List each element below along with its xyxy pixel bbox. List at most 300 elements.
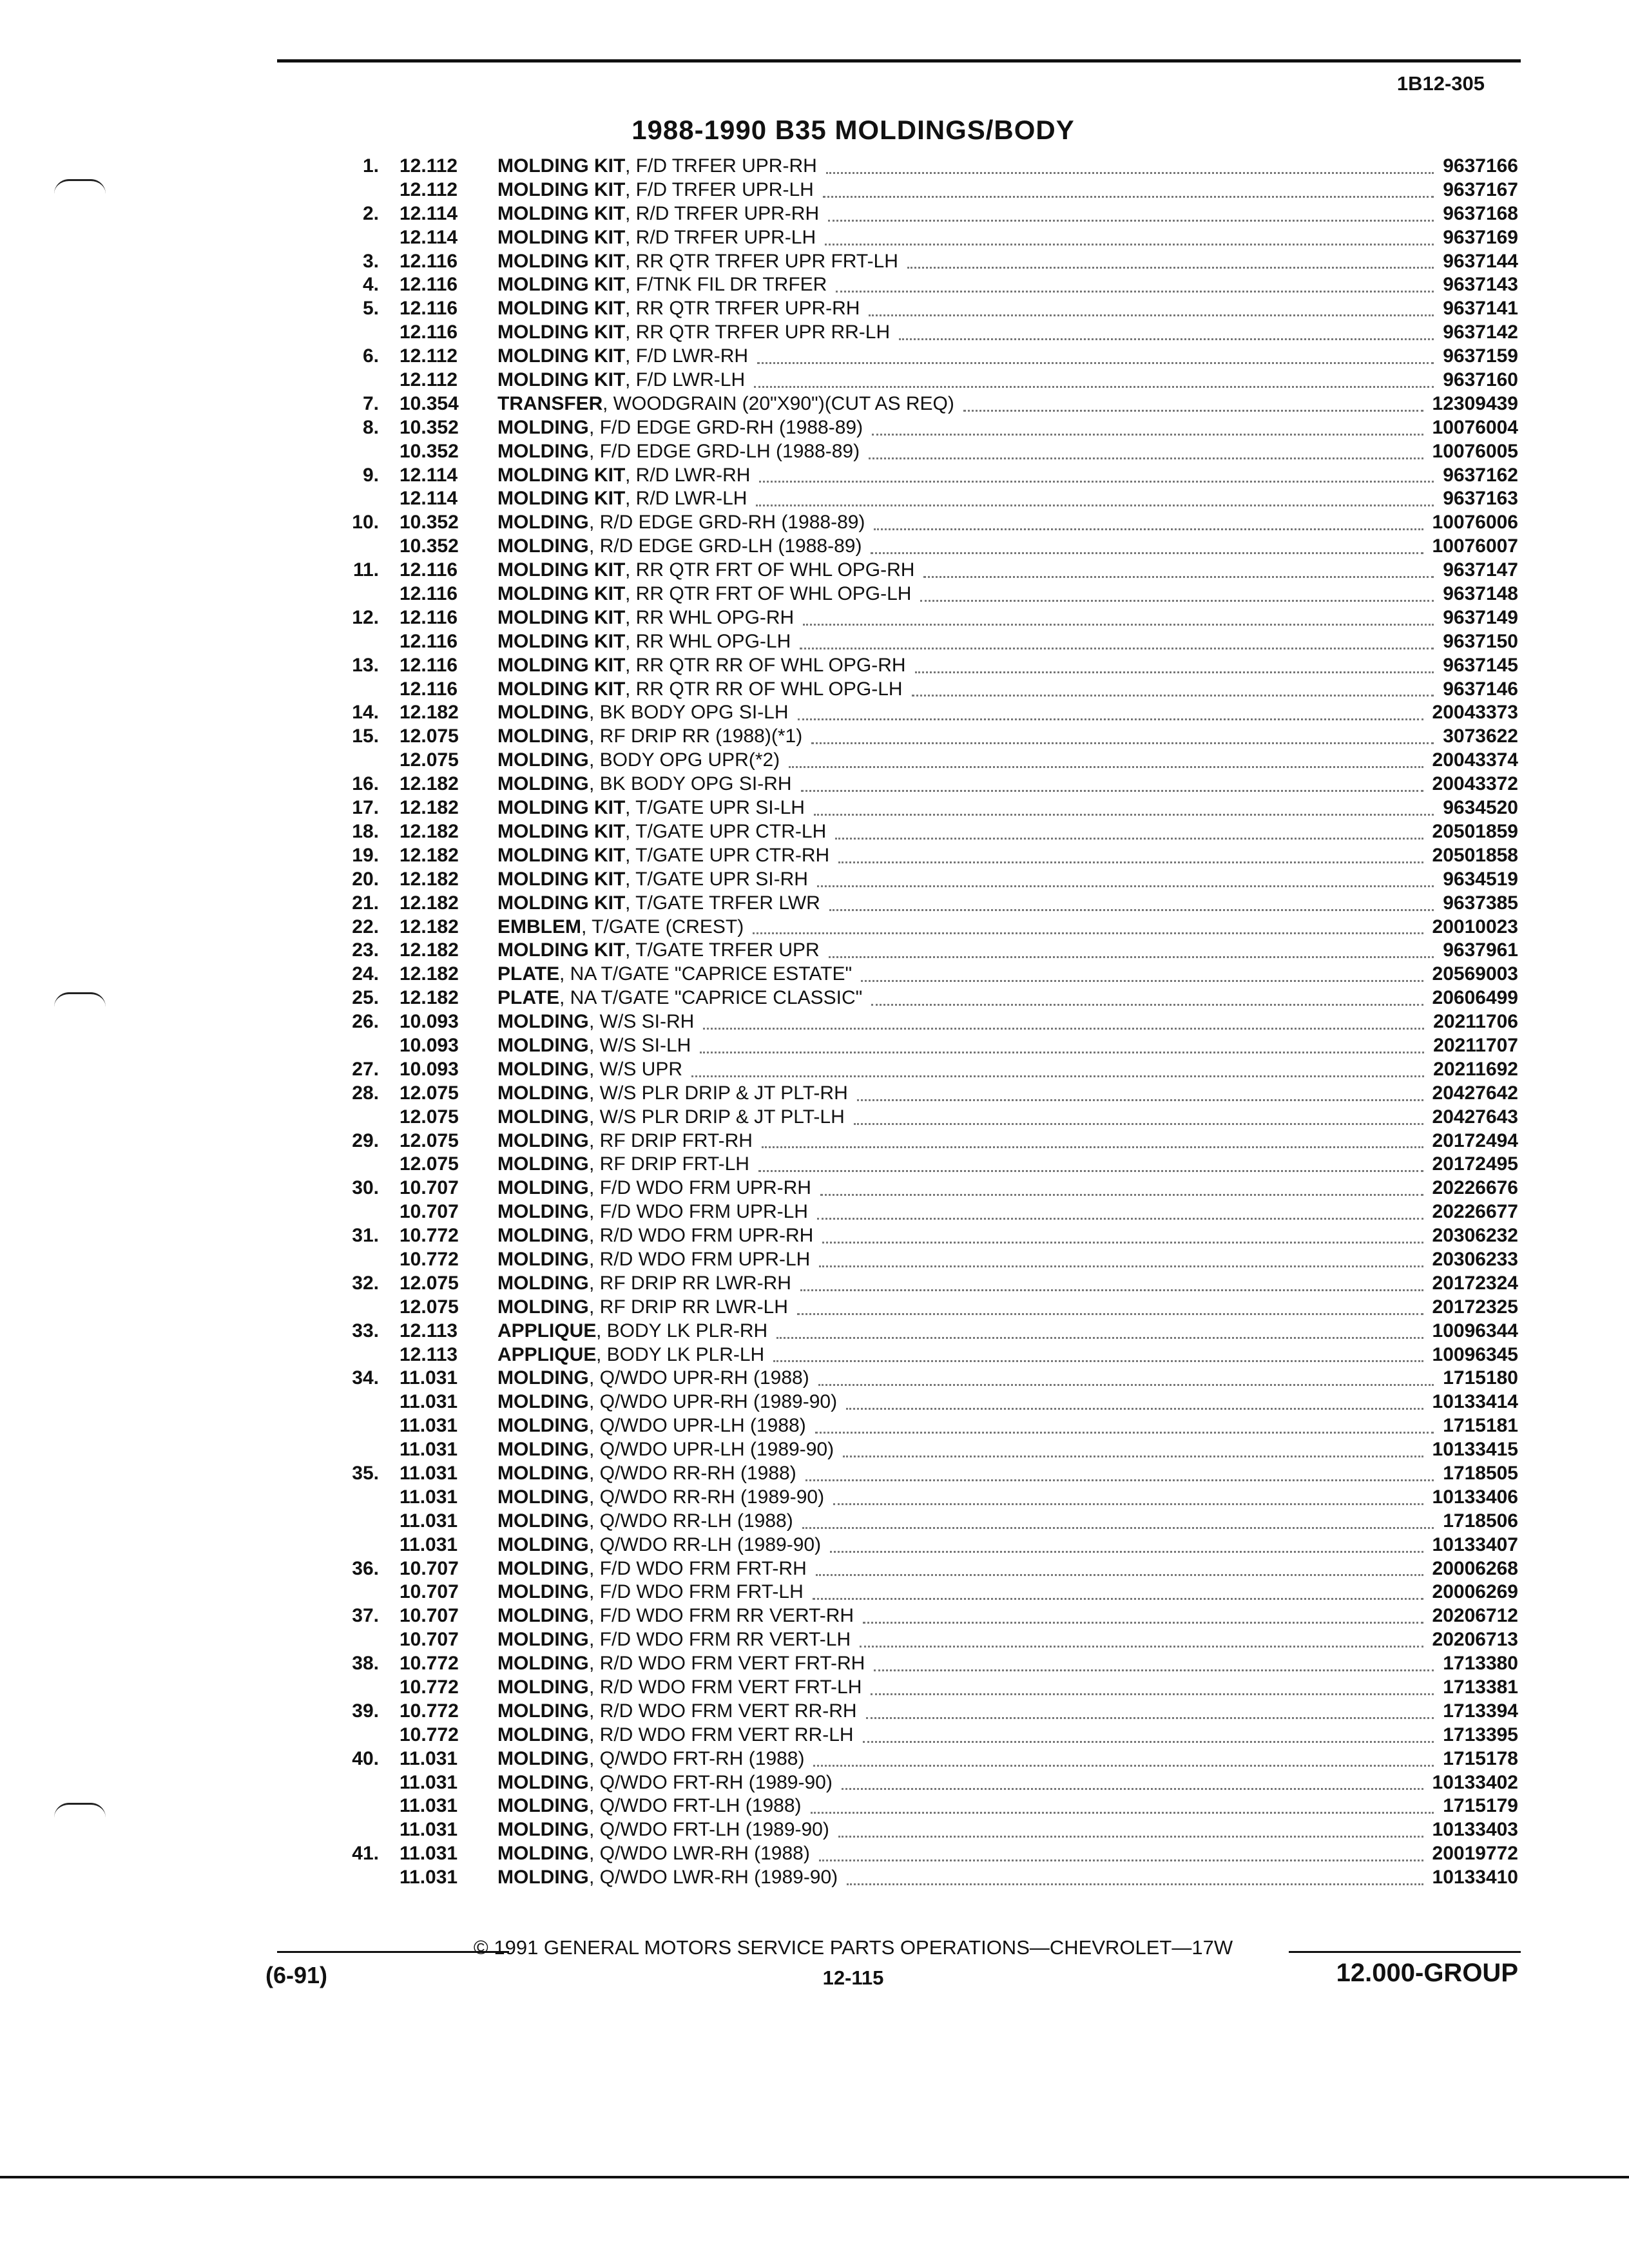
- item-number: 7.: [362, 392, 379, 414]
- part-description: , BODY LK PLR-LH: [596, 1343, 765, 1365]
- item-number: 2.: [362, 202, 379, 224]
- leader-dots: [803, 600, 1434, 626]
- part-name: MOLDING KIT: [497, 155, 626, 177]
- part-name: MOLDING: [497, 1510, 589, 1532]
- part-name: MOLDING: [497, 1653, 589, 1675]
- group-number: 12.116: [400, 606, 458, 628]
- group-number: 10.772: [400, 1677, 459, 1698]
- group-number: 11.031: [400, 1367, 458, 1389]
- part-number: 9637145: [1443, 654, 1518, 676]
- part-name: MOLDING: [497, 1201, 589, 1223]
- group-number: 12.075: [400, 1272, 459, 1294]
- part-description: , Q/WDO FRT-LH (1989-90): [589, 1819, 829, 1841]
- part-name: MOLDING: [497, 1296, 589, 1318]
- item-number: 1.: [362, 155, 379, 177]
- part-number: 10076007: [1432, 535, 1518, 557]
- leader-dots: [811, 1788, 1434, 1814]
- group-number: 12.075: [400, 1106, 459, 1128]
- group-number: 10.772: [400, 1700, 459, 1722]
- leader-dots: [861, 956, 1423, 982]
- part-name: MOLDING: [497, 1677, 589, 1698]
- binder-hole-mark: [54, 992, 106, 1007]
- leader-dots: [789, 742, 1423, 768]
- item-number: 18.: [352, 820, 379, 842]
- part-name: MOLDING: [497, 1272, 589, 1294]
- item-number: 40.: [352, 1747, 379, 1769]
- group-number: 12.182: [400, 797, 459, 819]
- part-description: , F/D TRFER UPR-LH: [625, 178, 814, 200]
- part-name: TRANSFER: [497, 392, 603, 414]
- item-number: 17.: [352, 797, 379, 819]
- part-name: APPLIQUE: [497, 1343, 597, 1365]
- item-number: 24.: [352, 963, 379, 985]
- part-description: , RF DRIP FRT-LH: [589, 1153, 749, 1175]
- part-description: , NA T/GATE "CAPRICE ESTATE": [559, 963, 853, 985]
- group-number: 10.707: [400, 1629, 459, 1651]
- part-number: 20306232: [1432, 1225, 1518, 1247]
- part-description: , RR QTR TRFER UPR-RH: [625, 298, 860, 320]
- part-description: , R/D WDO FRM VERT FRT-LH: [589, 1677, 862, 1698]
- part-name: MOLDING: [497, 1011, 589, 1033]
- part-description: , R/D LWR-RH: [625, 464, 751, 486]
- top-rule: [277, 59, 1521, 62]
- item-number: 4.: [362, 274, 379, 296]
- group-number: 12.075: [400, 1153, 459, 1175]
- group-number: 10.707: [400, 1581, 459, 1603]
- group-number: 11.031: [400, 1819, 458, 1841]
- part-description: , F/D WDO FRM RR VERT-RH: [589, 1605, 854, 1627]
- part-description: , R/D TRFER UPR-LH: [625, 226, 816, 248]
- part-name: MOLDING KIT: [497, 488, 626, 510]
- group-number: 12.182: [400, 987, 459, 1009]
- leader-dots: [857, 1075, 1423, 1101]
- item-number: 6.: [362, 345, 379, 367]
- leader-dots: [813, 1574, 1423, 1600]
- part-description: , BODY OPG UPR(*2): [589, 749, 780, 771]
- part-number: 9637159: [1443, 345, 1518, 367]
- item-number: 41.: [352, 1843, 379, 1865]
- leader-dots: [829, 932, 1434, 958]
- part-number: 20226677: [1432, 1201, 1518, 1223]
- part-description: , T/GATE TRFER LWR: [625, 892, 820, 914]
- leader-dots: [813, 1741, 1434, 1767]
- item-number: 29.: [352, 1129, 379, 1151]
- part-number: 20043373: [1432, 702, 1518, 724]
- group-number: 12.182: [400, 868, 459, 890]
- leader-dots: [754, 362, 1434, 388]
- part-description: , Q/WDO UPR-LH (1989-90): [589, 1439, 834, 1461]
- group-number: 11.031: [400, 1415, 458, 1437]
- part-name: MOLDING: [497, 512, 589, 533]
- part-number: 9637144: [1443, 250, 1518, 272]
- group-number: 12.182: [400, 892, 459, 914]
- group-number: 10.707: [400, 1177, 459, 1199]
- leader-dots: [825, 220, 1434, 245]
- part-name: MOLDING: [497, 440, 589, 462]
- item-number: 14.: [352, 702, 379, 724]
- group-number: 11.031: [400, 1747, 458, 1769]
- part-number: 20211692: [1433, 1058, 1518, 1080]
- part-description: , T/GATE UPR CTR-RH: [625, 844, 830, 866]
- item-number: 28.: [352, 1082, 379, 1104]
- part-number: 20019772: [1432, 1843, 1518, 1865]
- part-name: MOLDING: [497, 1439, 589, 1461]
- part-name: MOLDING: [497, 1581, 589, 1603]
- leader-dots: [863, 1717, 1434, 1743]
- part-number: 10096344: [1432, 1320, 1518, 1341]
- leader-dots: [830, 1527, 1423, 1553]
- leader-dots: [818, 1360, 1434, 1386]
- group-number: 12.112: [400, 178, 458, 200]
- group-number: 11.031: [400, 1391, 458, 1413]
- group-number: 12.116: [400, 559, 458, 581]
- group-number: 12.075: [400, 1296, 459, 1318]
- group-number: 11.031: [400, 1462, 458, 1484]
- leader-dots: [816, 1551, 1423, 1577]
- leader-dots: [826, 148, 1434, 174]
- part-name: MOLDING: [497, 1391, 589, 1413]
- part-number: 9637961: [1443, 939, 1518, 961]
- part-number: 9637149: [1443, 606, 1518, 628]
- part-number: 20501858: [1432, 844, 1518, 866]
- part-name: MOLDING: [497, 1106, 589, 1128]
- part-name: MOLDING: [497, 1129, 589, 1151]
- part-description: , W/S SI-RH: [589, 1011, 695, 1033]
- group-number: 10.352: [400, 535, 459, 557]
- part-name: MOLDING: [497, 1034, 589, 1056]
- part-description: , T/GATE UPR CTR-LH: [625, 820, 827, 842]
- part-number: 1715179: [1443, 1795, 1518, 1817]
- part-name: MOLDING: [497, 1629, 589, 1651]
- part-description: , RF DRIP RR LWR-LH: [589, 1296, 788, 1318]
- leader-dots: [758, 1146, 1423, 1172]
- part-name: MOLDING: [497, 1058, 589, 1080]
- part-number: 20569003: [1432, 963, 1518, 985]
- part-name: MOLDING: [497, 1724, 589, 1745]
- part-number: 20006268: [1432, 1557, 1518, 1579]
- part-description: , T/GATE TRFER UPR: [625, 939, 820, 961]
- group-number: 12.116: [400, 583, 458, 605]
- part-number: 10133415: [1432, 1439, 1518, 1461]
- leader-dots: [871, 980, 1423, 1006]
- part-description: , RR QTR FRT OF WHL OPG-RH: [625, 559, 915, 581]
- part-number: 9637141: [1443, 298, 1518, 320]
- leader-dots: [912, 671, 1434, 697]
- part-number: 1713381: [1443, 1677, 1518, 1698]
- part-name: MOLDING: [497, 1153, 589, 1175]
- part-description: , R/D WDO FRM VERT FRT-RH: [589, 1653, 865, 1675]
- leader-dots: [874, 1646, 1434, 1671]
- group-number: 12.182: [400, 939, 459, 961]
- part-number: 20206713: [1432, 1629, 1518, 1651]
- part-description: , RR WHL OPG-LH: [625, 630, 791, 652]
- part-name: MOLDING KIT: [497, 250, 626, 272]
- group-number: 12.112: [400, 155, 458, 177]
- part-number: 9637143: [1443, 274, 1518, 296]
- part-name: MOLDING KIT: [497, 678, 626, 700]
- leader-dots: [828, 196, 1434, 222]
- part-number: 9637142: [1443, 322, 1518, 343]
- page-title: 1988-1990 B35 MOLDINGS/BODY: [631, 115, 1075, 145]
- part-number: 1713395: [1443, 1724, 1518, 1745]
- leader-dots: [838, 838, 1423, 863]
- leader-dots: [753, 909, 1423, 935]
- part-description: , Q/WDO RR-LH (1988): [589, 1510, 793, 1532]
- part-number: 20043374: [1432, 749, 1518, 771]
- part-description: , F/D LWR-LH: [625, 369, 746, 391]
- group-number: 12.182: [400, 844, 459, 866]
- group-number: 12.113: [400, 1320, 458, 1341]
- group-number: 10.352: [400, 512, 459, 533]
- item-number: 3.: [362, 250, 379, 272]
- part-number: 9637166: [1443, 155, 1518, 177]
- part-description: , BODY LK PLR-RH: [596, 1320, 768, 1341]
- footer-page-number: 12-115: [822, 1966, 884, 1989]
- part-number: 20172324: [1432, 1272, 1518, 1294]
- part-description: , Q/WDO UPR-LH (1988): [589, 1415, 806, 1437]
- group-number: 12.116: [400, 274, 458, 296]
- item-number: 5.: [362, 298, 379, 320]
- part-description: , RF DRIP FRT-RH: [589, 1129, 753, 1151]
- part-description: , RR QTR RR OF WHL OPG-LH: [625, 678, 903, 700]
- part-name: MOLDING: [497, 726, 589, 747]
- part-number: 20606499: [1432, 987, 1518, 1009]
- leader-dots: [815, 1408, 1434, 1434]
- part-number: 20211706: [1433, 1011, 1518, 1033]
- part-name: MOLDING: [497, 1082, 589, 1104]
- part-description: , W/S UPR: [589, 1058, 683, 1080]
- part-description: , WOODGRAIN (20"X90")(CUT AS REQ): [602, 392, 954, 414]
- item-number: 19.: [352, 844, 379, 866]
- group-number: 10.772: [400, 1225, 459, 1247]
- leader-dots: [869, 434, 1423, 459]
- leader-dots: [923, 552, 1434, 578]
- part-number: 10133414: [1432, 1391, 1518, 1413]
- group-number: 12.075: [400, 726, 459, 747]
- part-name: MOLDING KIT: [497, 844, 626, 866]
- group-number: 10.707: [400, 1605, 459, 1627]
- part-name: MOLDING: [497, 1795, 589, 1817]
- part-number: 20226676: [1432, 1177, 1518, 1199]
- part-description: , T/GATE UPR SI-RH: [625, 868, 808, 890]
- leader-dots: [872, 410, 1423, 436]
- item-number: 9.: [362, 464, 379, 486]
- leader-dots: [691, 1052, 1424, 1077]
- part-description: , R/D TRFER UPR-RH: [625, 202, 820, 224]
- group-number: 12.114: [400, 464, 458, 486]
- item-number: 23.: [352, 939, 379, 961]
- parts-list: [0, 155, 1629, 1890]
- item-number: 20.: [352, 868, 379, 890]
- part-description: , Q/WDO LWR-RH (1989-90): [589, 1867, 838, 1888]
- leader-dots: [759, 457, 1434, 483]
- part-description: , F/TNK FIL DR TRFER: [625, 274, 827, 296]
- part-name: MOLDING: [497, 416, 589, 438]
- leader-dots: [805, 1456, 1434, 1481]
- part-description: , W/S SI-LH: [589, 1034, 691, 1056]
- leader-dots: [846, 1384, 1423, 1410]
- item-number: 27.: [352, 1058, 379, 1080]
- part-number: 10133403: [1432, 1819, 1518, 1841]
- item-number: 35.: [352, 1462, 379, 1484]
- part-name: MOLDING KIT: [497, 178, 626, 200]
- leader-dots: [700, 1028, 1424, 1053]
- part-number: 20427642: [1432, 1082, 1518, 1104]
- group-number: 10.093: [400, 1058, 459, 1080]
- part-number: 20006269: [1432, 1581, 1518, 1603]
- part-description: , F/D WDO FRM FRT-RH: [589, 1557, 807, 1579]
- part-name: MOLDING: [497, 1533, 589, 1555]
- leader-dots: [871, 1669, 1434, 1695]
- leader-dots: [835, 814, 1423, 840]
- part-number: 10096345: [1432, 1343, 1518, 1365]
- part-name: MOLDING KIT: [497, 820, 626, 842]
- leader-dots: [915, 648, 1434, 673]
- part-description: , W/S PLR DRIP & JT PLT-RH: [589, 1082, 848, 1104]
- group-number: 11.031: [400, 1533, 458, 1555]
- part-description: , R/D EDGE GRD-LH (1988-89): [589, 535, 862, 557]
- part-number: 20172494: [1432, 1129, 1518, 1151]
- part-name: MOLDING: [497, 749, 589, 771]
- group-number: 12.182: [400, 963, 459, 985]
- leader-dots: [811, 718, 1434, 744]
- part-description: , F/D EDGE GRD-LH (1988-89): [589, 440, 860, 462]
- part-number: 10133407: [1432, 1533, 1518, 1555]
- group-number: 10.352: [400, 416, 459, 438]
- part-description: , T/GATE (CREST): [581, 916, 744, 937]
- group-number: 12.116: [400, 322, 458, 343]
- part-description: , RR QTR RR OF WHL OPG-RH: [625, 654, 906, 676]
- group-number: 10.093: [400, 1011, 459, 1033]
- part-description: , BK BODY OPG SI-LH: [589, 702, 789, 724]
- part-number: 10133402: [1432, 1771, 1518, 1793]
- leader-dots: [823, 172, 1434, 198]
- part-number: 9637168: [1443, 202, 1518, 224]
- part-number: 10133406: [1432, 1486, 1518, 1508]
- part-name: APPLIQUE: [497, 1320, 597, 1341]
- part-name: MOLDING: [497, 773, 589, 795]
- leader-dots: [863, 1598, 1423, 1624]
- part-description: , Q/WDO LWR-RH (1988): [589, 1843, 810, 1865]
- part-name: MOLDING KIT: [497, 583, 626, 605]
- part-number: 20427643: [1432, 1106, 1518, 1128]
- leader-dots: [963, 386, 1423, 412]
- leader-dots: [920, 576, 1434, 602]
- part-description: , F/D LWR-RH: [625, 345, 749, 367]
- group-number: 12.114: [400, 202, 458, 224]
- part-number: 9637148: [1443, 583, 1518, 605]
- part-description: , Q/WDO RR-RH (1989-90): [589, 1486, 825, 1508]
- part-name: MOLDING KIT: [497, 892, 626, 914]
- part-number: 10076004: [1432, 416, 1518, 438]
- part-name: MOLDING: [497, 1867, 589, 1888]
- part-number: 1715178: [1443, 1747, 1518, 1769]
- part-number: 9637385: [1443, 892, 1518, 914]
- part-number: 1718506: [1443, 1510, 1518, 1532]
- bottom-rule: [0, 2176, 1629, 2178]
- leader-dots: [838, 1812, 1423, 1838]
- part-number: 20172325: [1432, 1296, 1518, 1318]
- part-description: , RR QTR TRFER UPR FRT-LH: [625, 250, 898, 272]
- leader-dots: [802, 1503, 1434, 1529]
- item-number: 26.: [352, 1011, 379, 1033]
- part-number: 9637162: [1443, 464, 1518, 486]
- group-number: 10.772: [400, 1653, 459, 1675]
- part-name: MOLDING: [497, 1843, 589, 1865]
- leader-dots: [817, 1194, 1423, 1220]
- item-number: 30.: [352, 1177, 379, 1199]
- item-number: 12.: [352, 606, 379, 628]
- part-description: , R/D WDO FRM VERT RR-RH: [589, 1700, 857, 1722]
- group-number: 12.114: [400, 488, 458, 510]
- leader-dots: [820, 1170, 1423, 1196]
- item-number: 11.: [352, 559, 379, 581]
- part-number: 1715180: [1443, 1367, 1518, 1389]
- part-number: 9637146: [1443, 678, 1518, 700]
- part-description: , Q/WDO FRT-RH (1988): [589, 1747, 805, 1769]
- leader-dots: [798, 695, 1423, 720]
- leader-dots: [907, 244, 1434, 269]
- part-number: 1713380: [1443, 1653, 1518, 1675]
- leader-dots: [819, 1242, 1423, 1267]
- item-number: 38.: [352, 1653, 379, 1675]
- item-number: 10.: [352, 512, 379, 533]
- part-description: , Q/WDO RR-RH (1988): [589, 1462, 796, 1484]
- item-number: 36.: [352, 1557, 379, 1579]
- part-description: , RF DRIP RR (1988)(*1): [589, 726, 803, 747]
- part-number: 12309439: [1432, 392, 1518, 414]
- group-number: 12.075: [400, 1129, 459, 1151]
- part-number: 9634519: [1443, 868, 1518, 890]
- item-number: 31.: [352, 1225, 379, 1247]
- part-number: 20501859: [1432, 820, 1518, 842]
- leader-dots: [869, 291, 1434, 316]
- leader-dots: [833, 1479, 1423, 1505]
- part-number: 10133410: [1432, 1867, 1518, 1888]
- part-description: , NA T/GATE "CAPRICE CLASSIC": [559, 987, 863, 1009]
- part-name: MOLDING: [497, 1462, 589, 1484]
- leader-dots: [842, 1765, 1423, 1791]
- part-description: , F/D WDO FRM FRT-LH: [589, 1581, 804, 1603]
- group-number: 12.182: [400, 916, 459, 937]
- group-number: 11.031: [400, 1510, 458, 1532]
- part-number: 3073622: [1443, 726, 1518, 747]
- part-name: MOLDING: [497, 1225, 589, 1247]
- group-number: 12.116: [400, 630, 458, 652]
- leader-dots: [814, 790, 1434, 816]
- leader-dots: [703, 1004, 1424, 1030]
- part-number: 9637160: [1443, 369, 1518, 391]
- group-number: 11.031: [400, 1439, 458, 1461]
- group-number: 12.075: [400, 749, 459, 771]
- item-number: 39.: [352, 1700, 379, 1722]
- part-description: , Q/WDO FRT-LH (1988): [589, 1795, 802, 1817]
- part-description: , RR QTR TRFER UPR RR-LH: [625, 322, 891, 343]
- group-number: 10.772: [400, 1724, 459, 1745]
- group-number: 12.116: [400, 654, 458, 676]
- binder-hole-mark: [54, 179, 106, 194]
- item-number: 16.: [352, 773, 379, 795]
- group-number: 10.772: [400, 1248, 459, 1270]
- part-description: , R/D WDO FRM UPR-LH: [589, 1248, 811, 1270]
- item-number: 21.: [352, 892, 379, 914]
- group-number: 12.113: [400, 1343, 458, 1365]
- part-name: MOLDING KIT: [497, 464, 626, 486]
- footer-copyright: © 1991 GENERAL MOTORS SERVICE PARTS OPERATIONS—CHEVROLET—17W: [473, 1936, 1233, 1959]
- leader-dots: [860, 1622, 1423, 1648]
- part-name: MOLDING KIT: [497, 797, 626, 819]
- part-number: 20206712: [1432, 1605, 1518, 1627]
